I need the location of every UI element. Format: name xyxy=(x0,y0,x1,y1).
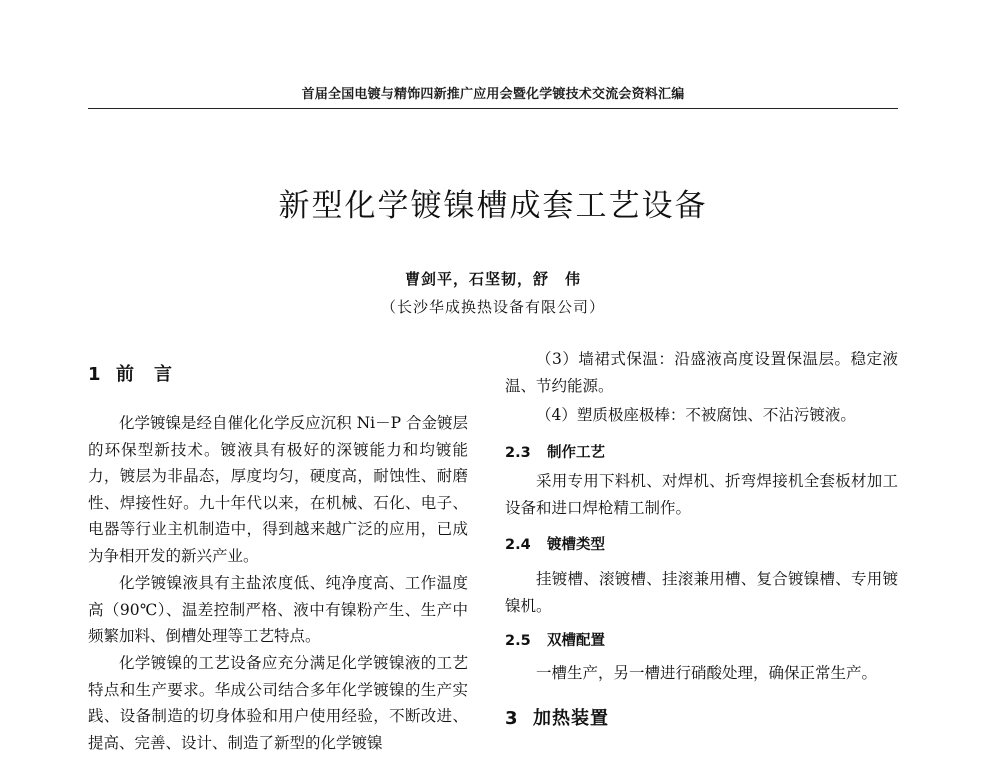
authors: 曹剑平，石坚韧，舒 伟 xyxy=(404,270,581,288)
section-number: 2.5 xyxy=(505,633,531,649)
section-title: 加热装置 xyxy=(533,708,609,729)
section-title: 镀槽类型 xyxy=(547,537,605,553)
paper-title: 新型化学镀镍槽成套工艺设备 xyxy=(278,188,708,224)
list-item-electrode: （4）塑质极座极棒：不被腐蚀、不沾污镀液。 xyxy=(536,406,856,424)
list-item-insulation: （3）墙裙式保温：沿盛液高度设置保温层。稳定液温、节约能源。 xyxy=(505,350,898,395)
paragraph-2-3: 采用专用下料机、对焊机、折弯焊接机全套板材加工设备和进口焊枪精工制作。 xyxy=(505,472,898,517)
section-2-4-heading xyxy=(505,532,605,559)
section-3-heading xyxy=(505,706,609,733)
section-title: 制作工艺 xyxy=(547,445,605,461)
section-2-5-heading xyxy=(505,628,605,655)
section-number: 3 xyxy=(505,708,519,729)
paragraph-intro-1: 化学镀镍是经自催化化学反应沉积 Ni－P 合金镀层的环保型新技术。镀液具有极好的深镀能力和均镀能力，镀层为非晶态，厚度均匀，硬度高，耐蚀性、耐磨性、焊接性好。九十年代以来，在机械、石化、电子、电器等行业主机制造中，得到越来越广泛的应用，已成为争相开发的新兴产业。 xyxy=(88,414,468,565)
section-number: 2.3 xyxy=(505,445,531,461)
section-title: 双槽配置 xyxy=(547,633,605,649)
paragraph-2-5: 一槽生产，另一槽进行硝酸处理，确保正常生产。 xyxy=(536,664,878,682)
header-rule xyxy=(88,108,898,109)
paragraph-intro-2: 化学镀镍液具有主盐浓度低、纯净度高、工作温度高（90℃）、温差控制严格、液中有镍粉产生、生产中频繁加料、倒槽处理等工艺特点。 xyxy=(88,574,468,645)
section-number: 1 xyxy=(88,364,102,385)
section-2-3-heading xyxy=(505,440,605,467)
paragraph-intro-3: 化学镀镍的工艺设备应充分满足化学镀镍液的工艺特点和生产要求。华成公司结合多年化学镀镍的生产实践、设备制造的切身体验和用户使用经验，不断改进、提高、完善、设计、制造了新型的化学镀镍 xyxy=(88,654,468,752)
running-header: 首届全国电镀与精饰四新推广应用会暨化学镀技术交流会资料汇编 xyxy=(301,87,685,102)
affiliation: （长沙华成换热设备有限公司） xyxy=(380,298,605,316)
paragraph-2-4: 挂镀槽、滚镀槽、挂滚兼用槽、复合镀镍槽、专用镀镍机。 xyxy=(505,570,898,615)
section-title: 前 言 xyxy=(116,364,173,385)
section-number: 2.4 xyxy=(505,537,531,553)
section-1-heading xyxy=(88,362,173,389)
